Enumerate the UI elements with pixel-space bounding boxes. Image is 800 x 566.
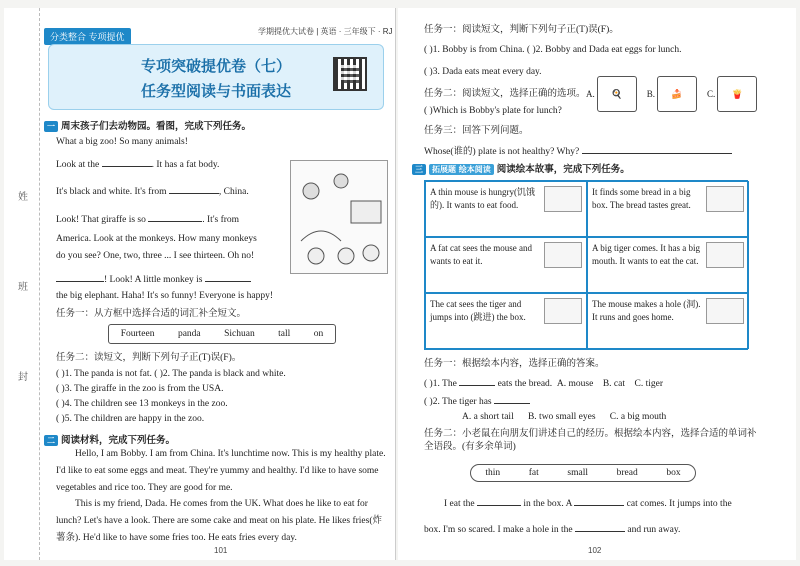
reading-paragraph: Hello, I am Bobby. I am from China. It's lunchtime now. This is my healthy plate. I'd like to eat some eggs and meat. They're yummy and healthy. I'd like to have some vegetables and rice too. They are good for me. <box>56 449 386 493</box>
story-cell: A big tiger comes. It has a big mouth. It wants to eat the cat. <box>587 237 749 293</box>
passage-line: ! Look! A little monkey is <box>56 272 251 287</box>
page-number: 102 <box>588 546 602 555</box>
option-b[interactable]: B. 🍰 <box>647 76 697 112</box>
option-c[interactable]: C. 🍟 <box>707 76 757 112</box>
task-title: 任务一：阅读短文，判断下列句子正(T)误(F)。 <box>424 25 619 35</box>
options[interactable]: A. a short tail B. two small eyes C. a big mouth <box>462 412 667 422</box>
plate-eggs-icon: 🍳 <box>597 76 637 112</box>
series-header: 学期提优大试卷 | 英语 · 三年级下 · RJ <box>258 27 393 36</box>
story-cell: The mouse makes a hole (洞). It runs and goes home. <box>587 293 749 349</box>
passage-line: What a big zoo! So many animals! <box>56 137 188 147</box>
reading-paragraph: This is my friend, Dada. He comes from the UK. What does he like to eat for lunch? Let's have a look. There are some cake and meat on his plate. He likes fries(炸薯条). He'd like to have some fries too. He eats fries every day. <box>56 499 382 543</box>
story-cell: A thin mouse is hungry(饥饿的). It wants to eat food. <box>425 181 587 237</box>
task-title: 任务一：从方框中选择合适的词汇补全短文。 <box>56 309 247 319</box>
question: Whose(谁的) plate is not healthy? Why? <box>424 144 732 159</box>
task-title: 任务三：回答下列问题。 <box>424 126 529 136</box>
story-grid <box>424 180 748 350</box>
story-cell: The cat sees the tiger and jumps into (跳进) the box. <box>425 293 587 349</box>
section-1-title: 一 周末孩子们去动物园。看图，完成下列任务。 <box>44 118 251 132</box>
tf-item[interactable]: ( )4. The children see 13 monkeys in the zoo. <box>56 399 228 409</box>
task-title: 任务二：小老鼠在向朋友们讲述自己的经历。根据绘本内容，选择合适的单词补全语段。(有多余单词) <box>424 429 757 452</box>
cat-icon <box>544 242 582 268</box>
page-number: 101 <box>214 546 228 555</box>
binding-margin <box>6 8 40 560</box>
tf-item[interactable]: ( )3. The giraffe in the zoo is from the USA. <box>56 384 224 394</box>
passage-line: the big elephant. Haha! It's so funny! Everyone is happy! <box>56 291 273 301</box>
section-2-title: 二 阅读材料，完成下列任务。 <box>44 432 175 446</box>
story-cell: It finds some bread in a big box. The bread tastes great. <box>587 181 749 237</box>
passage-line: Look! That giraffe is so . It's from <box>56 212 239 227</box>
zoo-illustration <box>290 160 388 274</box>
passage-line: do you see? One, two, three ... I see thirteen. Oh no! <box>56 251 255 261</box>
tiger-icon <box>706 242 744 268</box>
task-title: 任务二：读短文，判断下列句子正(T)误(F)。 <box>56 353 242 363</box>
option-a[interactable]: A. 🍳 <box>586 76 637 112</box>
left-page <box>4 8 396 560</box>
tf-item[interactable]: ( )3. Dada eats meat every day. <box>424 67 542 77</box>
tf-item[interactable]: ( )1. The panda is not fat. ( )2. The panda is black and white. <box>56 369 286 379</box>
section-3-title: 三 拓展题 绘本阅读 阅读绘本故事，完成下列任务。 <box>412 161 630 175</box>
plate-cake-icon: 🍰 <box>657 76 697 112</box>
plate-options <box>586 76 757 112</box>
story-cell: A fat cat sees the mouse and wants to eat it. <box>425 237 587 293</box>
page-title: 专项突破提优卷（七） <box>140 57 291 75</box>
bread-box-icon <box>706 186 744 212</box>
writing-line: I eat the in the box. A cat comes. It jumps into the <box>444 496 732 511</box>
writing-line: box. I'm so scared. I make a hole in the and run away. <box>424 522 680 537</box>
word-bank: Fourteen panda Sichuan tall on <box>108 324 336 344</box>
qr-code-icon <box>333 57 367 91</box>
question[interactable]: ( )1. The eats the bread. A. mouse B. cat C. tiger <box>424 376 663 391</box>
passage-line: America. Look at the monkeys. How many monkeys <box>56 234 257 244</box>
plate-fries-icon: 🍟 <box>717 76 757 112</box>
passage-line: It's black and white. It's from , China. <box>56 184 249 199</box>
question[interactable]: ( )2. The tiger has <box>424 394 530 409</box>
task-title: 任务一：根据绘本内容，选择正确的答案。 <box>424 359 605 369</box>
title-banner <box>48 44 384 110</box>
mouse-icon <box>544 186 582 212</box>
margin-char: 封 <box>18 372 28 383</box>
margin-char: 班 <box>18 282 28 293</box>
hole-icon <box>706 298 744 324</box>
tf-item[interactable]: ( )1. Bobby is from China. ( )2. Bobby and Dada eat eggs for lunch. <box>424 45 682 55</box>
margin-char: 姓 <box>18 192 28 203</box>
word-bank: thin fat small bread box <box>470 464 696 482</box>
passage-line: Look at the . It has a fat body. <box>56 157 219 172</box>
question[interactable]: ( )Which is Bobby's plate for lunch? <box>424 106 562 116</box>
box-icon <box>544 298 582 324</box>
right-page <box>258 8 796 560</box>
page-subtitle: 任务型阅读与书面表达 <box>140 82 291 100</box>
category-tag: 分类整合 专项提优 <box>44 28 131 45</box>
tf-item[interactable]: ( )5. The children are happy in the zoo. <box>56 414 205 424</box>
task-title: 任务二：阅读短文，选择正确的选项。 <box>424 89 586 99</box>
